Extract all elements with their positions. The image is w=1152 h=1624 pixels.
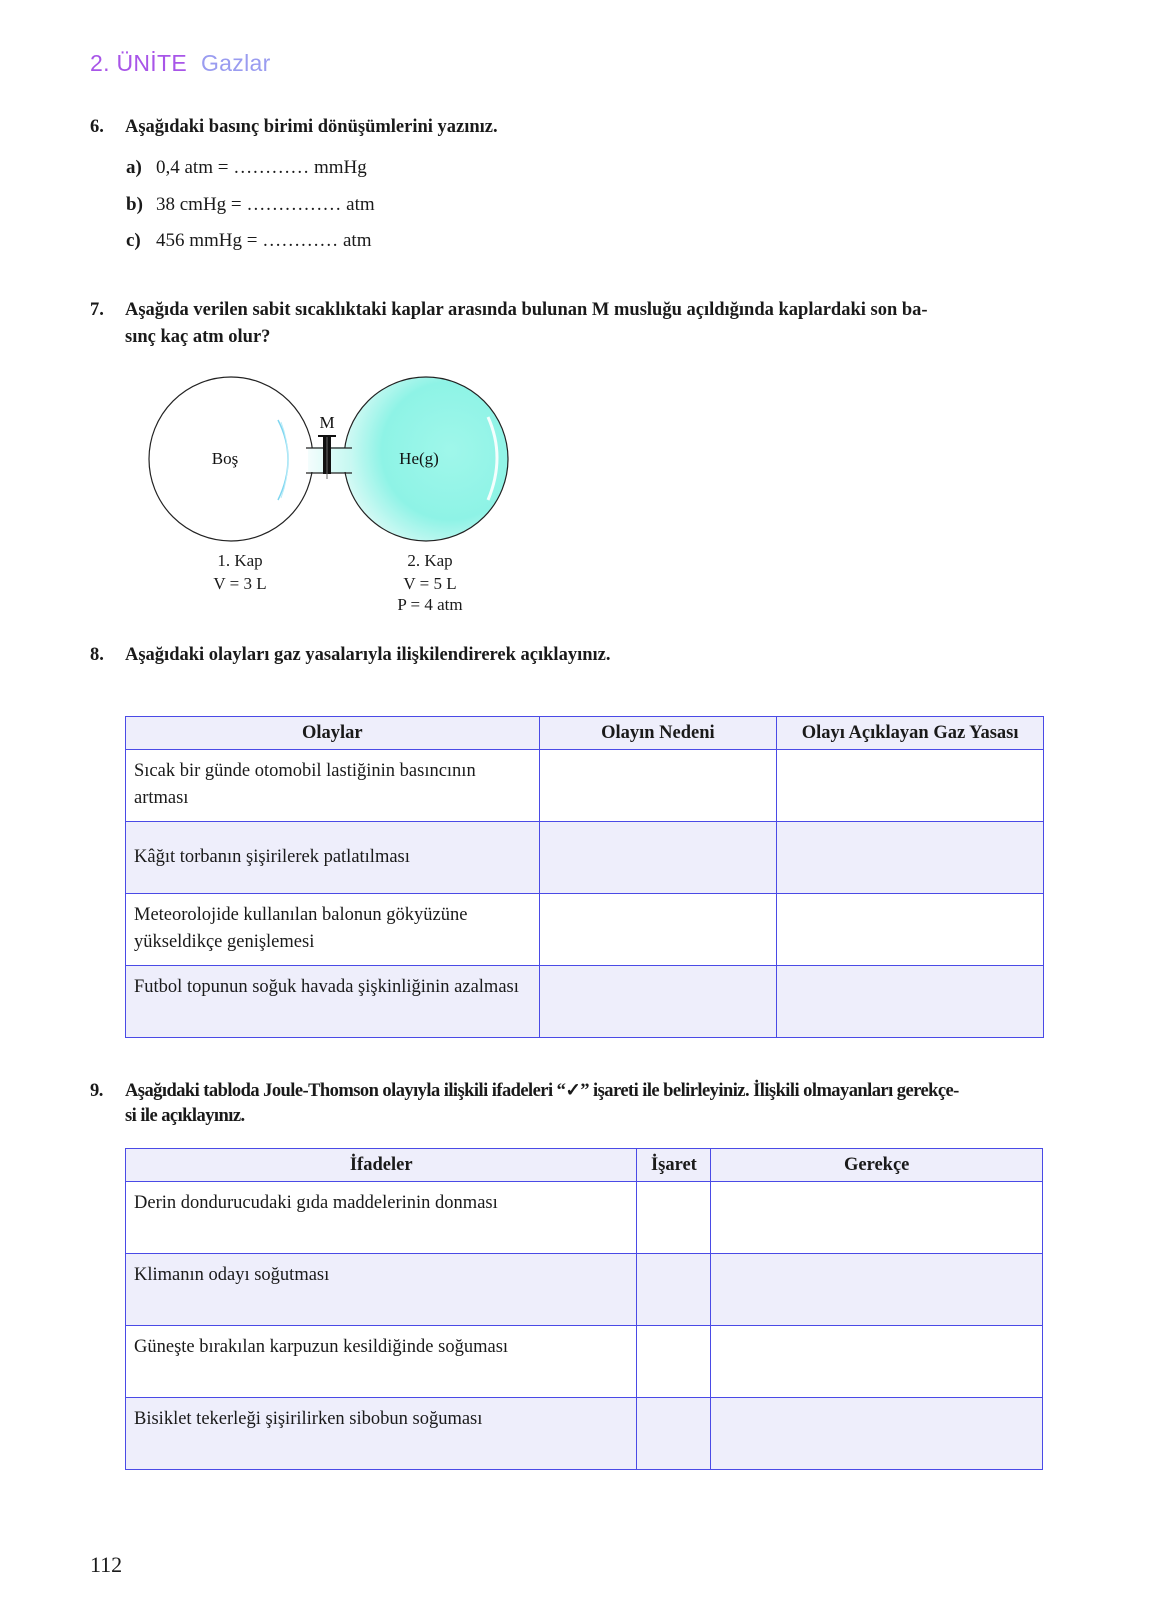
item-text: 456 mmHg = ………… atm (156, 230, 372, 251)
question-number: 6. (90, 117, 104, 137)
conversion-item-c (126, 230, 372, 252)
question-number: 9. (90, 1081, 103, 1101)
statement-cell: Güneşte bırakılan karpuzun kesildiğinde soğuması (126, 1326, 637, 1398)
container-2-volume: V = 5 L (403, 574, 457, 593)
law-input-cell[interactable] (777, 966, 1044, 1038)
table-header-row (126, 717, 1044, 750)
header-gerekce: Gerekçe (711, 1149, 1043, 1182)
conversion-item-a (126, 157, 367, 179)
question-text: Aşağıdaki olayları gaz yasalarıyla ilişkilendirerek açıklayınız. (125, 645, 611, 665)
container-2-name: 2. Kap (407, 551, 453, 570)
table-row (126, 1326, 1043, 1398)
header-olaylar: Olaylar (126, 717, 540, 750)
law-input-cell[interactable] (777, 822, 1044, 894)
joule-thomson-table (125, 1148, 1043, 1470)
question-text-line1: Aşağıdaki tabloda Joule-Thomson olayıyla ilişkili ifadeleri “✓” işareti ile belirleyiniz. İlişkili olmayanları gerekçe- (125, 1081, 959, 1101)
question-7-prompt (90, 297, 1090, 353)
item-text: 38 cmHg = …………… atm (156, 194, 375, 215)
reason-input-cell[interactable] (539, 822, 777, 894)
law-input-cell[interactable] (777, 750, 1044, 822)
question-text-line1: Aşağıda verilen sabit sıcaklıktaki kaplar arasında bulunan M musluğu açıldığında kaplardaki son ba- (125, 300, 928, 320)
event-cell: Sıcak bir günde otomobil lastiğinin basıncının artması (126, 750, 540, 822)
justification-input-cell[interactable] (711, 1254, 1043, 1326)
page-number: 112 (90, 1552, 123, 1577)
unit-number: 2. ÜNİTE (90, 50, 187, 76)
question-9-prompt (90, 1078, 1090, 1134)
conversion-item-b (126, 194, 375, 216)
header-olayin-nedeni: Olayın Nedeni (539, 717, 777, 750)
justification-input-cell[interactable] (711, 1398, 1043, 1470)
reason-input-cell[interactable] (539, 750, 777, 822)
question-6-prompt (90, 114, 1050, 142)
table-row (126, 1398, 1043, 1470)
two-containers-figure (148, 362, 518, 552)
table-row (126, 1182, 1043, 1254)
statement-cell: Derin dondurucudaki gıda maddelerinin donması (126, 1182, 637, 1254)
statement-cell: Bisiklet tekerleği şişirilirken sibobun soğuması (126, 1398, 637, 1470)
header-ifadeler: İfadeler (126, 1149, 637, 1182)
reason-input-cell[interactable] (539, 966, 777, 1038)
law-input-cell[interactable] (777, 894, 1044, 966)
item-text: 0,4 atm = ………… mmHg (156, 157, 367, 178)
item-label: a) (126, 157, 142, 178)
unit-header (90, 50, 271, 77)
header-isaret: İşaret (637, 1149, 711, 1182)
mark-input-cell[interactable] (637, 1182, 711, 1254)
gas-laws-table (125, 716, 1044, 1038)
table-row (126, 822, 1044, 894)
justification-input-cell[interactable] (711, 1326, 1043, 1398)
container-1-caption (195, 549, 285, 595)
event-cell: Meteorolojide kullanılan balonun gökyüzüne yükseldikçe genişlemesi (126, 894, 540, 966)
valve-label: M (319, 413, 335, 432)
reason-input-cell[interactable] (539, 894, 777, 966)
question-text-line2: sınç kaç atm olur? (125, 327, 271, 347)
justification-input-cell[interactable] (711, 1182, 1043, 1254)
table-header-row (126, 1149, 1043, 1182)
mark-input-cell[interactable] (637, 1254, 711, 1326)
container-1-name: 1. Kap (217, 551, 263, 570)
question-8-prompt (90, 642, 1050, 670)
table-row (126, 1254, 1043, 1326)
container-1-volume: V = 3 L (213, 574, 267, 593)
table-row (126, 894, 1044, 966)
event-cell: Kâğıt torbanın şişirilerek patlatılması (126, 822, 540, 894)
item-label: b) (126, 194, 143, 215)
question-number: 7. (90, 300, 104, 320)
container-2-caption (380, 549, 480, 616)
mark-input-cell[interactable] (637, 1326, 711, 1398)
header-gaz-yasasi: Olayı Açıklayan Gaz Yasası (777, 717, 1044, 750)
table-row (126, 966, 1044, 1038)
container-2-content: He(g) (399, 449, 439, 468)
statement-cell: Klimanın odayı soğutması (126, 1254, 637, 1326)
container-diagram (148, 362, 518, 552)
mark-input-cell[interactable] (637, 1398, 711, 1470)
question-text: Aşağıdaki basınç birimi dönüşümlerini yazınız. (125, 117, 498, 137)
event-cell: Futbol topunun soğuk havada şişkinliğinin azalması (126, 966, 540, 1038)
unit-title: Gazlar (200, 50, 271, 76)
container-2-pressure: P = 4 atm (397, 595, 463, 614)
question-text-line2: si ile açıklayınız. (125, 1106, 245, 1126)
container-1-content: Boş (211, 449, 239, 468)
item-label: c) (126, 230, 141, 251)
table-row (126, 750, 1044, 822)
question-number: 8. (90, 645, 104, 665)
